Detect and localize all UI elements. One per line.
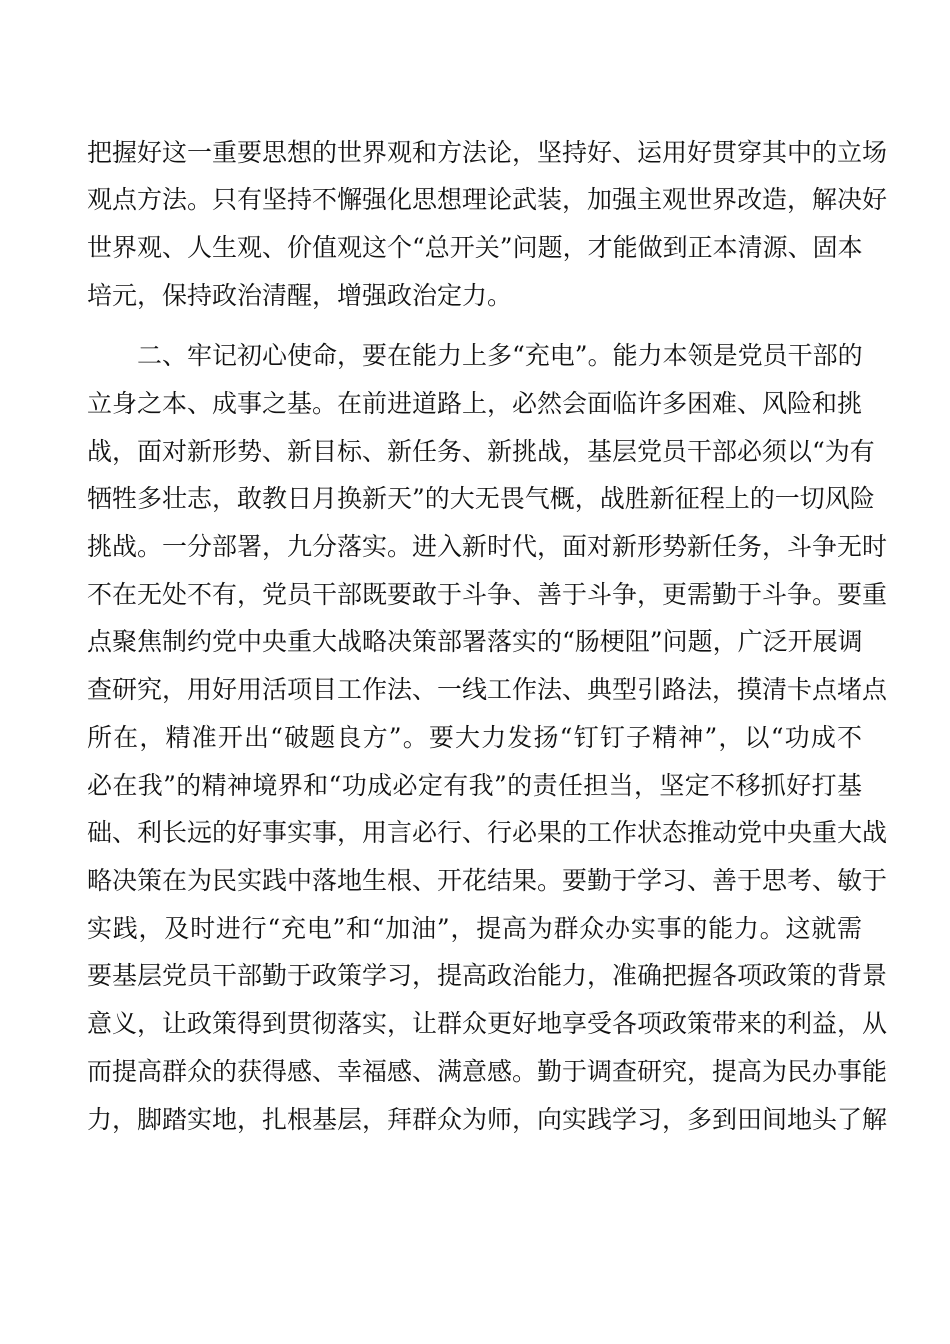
text-line: 挑战。一分部署，九分落实。进入新时代，面对新形势新任务，斗争无时 (87, 532, 888, 561)
text-line: 战，面对新形势、新目标、新任务、新挑战，基层党员干部必须以“为有 (87, 437, 875, 466)
text-line: 而提高群众的获得感、幸福感、满意感。勤于调查研究，提高为民办事能 (87, 1057, 888, 1086)
text-line: 不在无处不有，党员干部既要敢于斗争、善于斗争，更需勤于斗争。要重 (87, 580, 888, 609)
text-line: 立身之本、成事之基。在前进道路上，必然会面临许多困难、风险和挑 (87, 389, 863, 418)
text-line: 础、利长远的好事实事，用言必行、行必果的工作状态推动党中央重大战 (87, 818, 888, 847)
text-line: 二、牢记初心使命，要在能力上多“充电”。能力本领是党员干部的 (137, 341, 863, 370)
text-line: 实践，及时进行“充电”和“加油”，提高为群众办实事的能力。这就需 (87, 914, 862, 943)
text-line: 要基层党员干部勤于政策学习，提高政治能力，准确把握各项政策的背景 (87, 961, 888, 990)
text-line: 所在，精准开出“破题良方”。要大力发扬“钉钉子精神”，以“功成不 (87, 723, 862, 752)
text-line: 把握好这一重要思想的世界观和方法论，坚持好、运用好贯穿其中的立场 (87, 138, 888, 167)
text-line: 查研究，用好用活项目工作法、一线工作法、典型引路法，摸清卡点堵点 (87, 675, 888, 704)
text-line: 必在我”的精神境界和“功成必定有我”的责任担当，坚定不移抓好打基 (87, 771, 862, 800)
text-line: 点聚焦制约党中央重大战略决策部署落实的“肠梗阻”问题，广泛开展调 (87, 627, 863, 656)
text-line: 力，脚踏实地，扎根基层，拜群众为师，向实践学习，多到田间地头了解 (87, 1105, 888, 1134)
text-line: 世界观、人生观、价值观这个“总开关”问题，才能做到正本清源、固本 (87, 233, 863, 262)
text-line: 培元，保持政治清醒，增强政治定力。 (87, 281, 513, 310)
text-line: 观点方法。只有坚持不懈强化思想理论武装，加强主观世界改造，解决好 (87, 185, 888, 214)
text-line: 意义，让政策得到贯彻落实，让群众更好地享受各项政策带来的利益，从 (87, 1009, 888, 1038)
text-line: 略决策在为民实践中落地生根、开花结果。要勤于学习、善于思考、敏于 (87, 866, 888, 895)
text-line: 牺牲多壮志，敢教日月换新天”的大无畏气概，战胜新征程上的一切风险 (87, 484, 875, 513)
